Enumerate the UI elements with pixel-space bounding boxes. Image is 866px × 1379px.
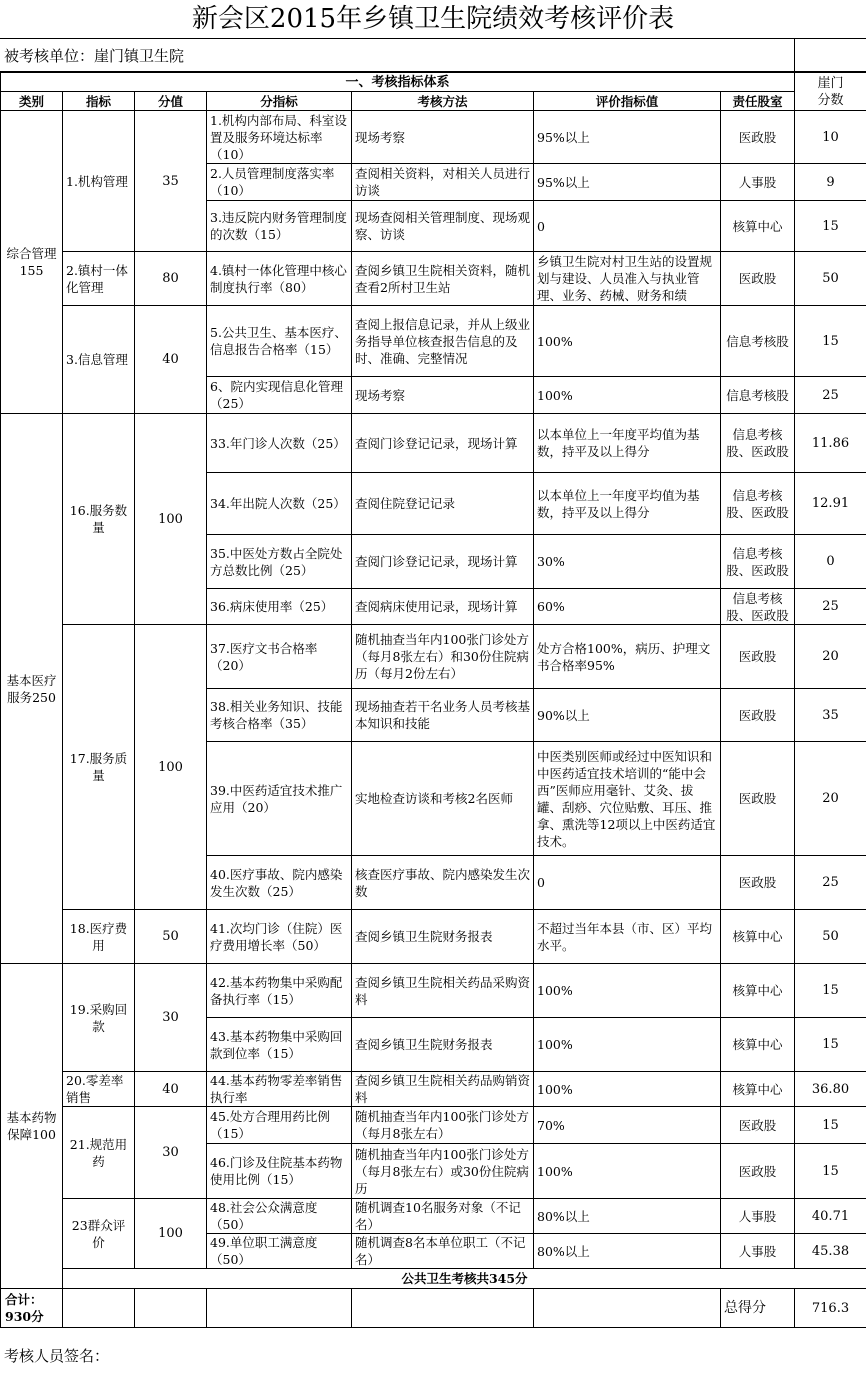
method: 现场考察 <box>352 377 534 414</box>
score: 11.86 <box>795 414 866 473</box>
indicator-cell: 17.服务质量 <box>63 625 135 910</box>
target: 70% <box>534 1107 721 1144</box>
total-label: 合计：930分 <box>1 1289 63 1328</box>
table-row <box>1 1072 866 1107</box>
score: 25 <box>795 856 866 910</box>
table-row <box>1 111 866 164</box>
sub-indicator: 41.次均门诊（住院）医疗费用增长率（50） <box>207 910 352 964</box>
score-header: 崖门 分数 <box>795 73 866 111</box>
indicator-cell: 23群众评价 <box>63 1199 135 1269</box>
score: 20 <box>795 625 866 689</box>
target: 100% <box>534 306 721 377</box>
dept: 信息考核股、医政股 <box>721 414 795 473</box>
empty-cell <box>135 1289 207 1328</box>
public-health-row <box>1 1269 866 1289</box>
target: 中医类别医师或经过中医知识和中医药适宜技术培训的“能中会西”医师应用毫针、艾灸、拔罐、刮痧、穴位贴敷、耳压、推拿、熏洗等12项以上中医药适宜技术。 <box>534 742 721 856</box>
score: 10 <box>795 111 866 164</box>
target: 80%以上 <box>534 1234 721 1269</box>
dept: 医政股 <box>721 689 795 742</box>
method: 查阅乡镇卫生院财务报表 <box>352 910 534 964</box>
assessed-unit: 被考核单位：崖门镇卫生院 <box>0 38 794 72</box>
sub-indicator: 45.处方合理用药比例（15） <box>207 1107 352 1144</box>
header-target: 评价指标值 <box>534 92 721 111</box>
target: 不超过当年本县（市、区）平均水平。 <box>534 910 721 964</box>
signature-line: 考核人员签名： <box>4 1347 110 1365</box>
total-score-label: 总得分 <box>721 1289 795 1328</box>
category-cell: 基本药物保障100 <box>1 964 63 1289</box>
sub-indicator: 1.机构内部布局、科室设置及服务环境达标率（10） <box>207 111 352 164</box>
header-category: 类别 <box>1 92 63 111</box>
table-row <box>1 964 866 1018</box>
indicator-value: 50 <box>135 910 207 964</box>
method: 查阅乡镇卫生院相关药品购销资料 <box>352 1072 534 1107</box>
table-row <box>1 252 866 306</box>
target: 100% <box>534 1072 721 1107</box>
score: 15 <box>795 201 866 252</box>
table-row <box>1 625 866 689</box>
score: 50 <box>795 910 866 964</box>
sub-indicator: 4.镇村一体化管理中核心制度执行率（80） <box>207 252 352 306</box>
dept: 医政股 <box>721 856 795 910</box>
dept: 核算中心 <box>721 1018 795 1072</box>
sub-indicator: 2.人员管理制度落实率（10） <box>207 164 352 201</box>
table-row <box>1 1199 866 1234</box>
score: 40.71 <box>795 1199 866 1234</box>
sub-indicator: 36.病床使用率（25） <box>207 589 352 625</box>
sub-indicator: 44.基本药物零差率销售执行率 <box>207 1072 352 1107</box>
score: 35 <box>795 689 866 742</box>
method: 随机抽查当年内100张门诊处方（每月8张左右）或30份住院病历 <box>352 1144 534 1199</box>
evaluation-table <box>0 72 866 1328</box>
method: 查阅乡镇卫生院相关资料，随机查看2所村卫生站 <box>352 252 534 306</box>
sub-indicator: 6、院内实现信息化管理（25） <box>207 377 352 414</box>
dept: 医政股 <box>721 111 795 164</box>
indicator-cell: 1.机构管理 <box>63 111 135 252</box>
target: 100% <box>534 1144 721 1199</box>
indicator-value: 35 <box>135 111 207 252</box>
score: 20 <box>795 742 866 856</box>
target: 95%以上 <box>534 164 721 201</box>
method: 实地检查访谈和考核2名医师 <box>352 742 534 856</box>
page-title: 新会区2015年乡镇卫生院绩效考核评价表 <box>191 4 675 34</box>
sub-indicator: 43.基本药物集中采购回款到位率（15） <box>207 1018 352 1072</box>
target: 100% <box>534 377 721 414</box>
score: 15 <box>795 964 866 1018</box>
sub-indicator: 33.年门诊人次数（25） <box>207 414 352 473</box>
score: 50 <box>795 252 866 306</box>
unit-right-cell <box>794 38 866 72</box>
target: 0 <box>534 856 721 910</box>
indicator-cell: 18.医疗费用 <box>63 910 135 964</box>
indicator-cell: 20.零差率销售 <box>63 1072 135 1107</box>
sub-indicator: 35.中医处方数占全院处方总数比例（25） <box>207 535 352 589</box>
target: 30% <box>534 535 721 589</box>
score: 9 <box>795 164 866 201</box>
dept: 人事股 <box>721 1199 795 1234</box>
empty-cell <box>207 1289 352 1328</box>
method: 查阅乡镇卫生院财务报表 <box>352 1018 534 1072</box>
header-sub-indicator: 分指标 <box>207 92 352 111</box>
sub-indicator: 46.门诊及住院基本药物使用比例（15） <box>207 1144 352 1199</box>
method: 查阅相关资料，对相关人员进行访谈 <box>352 164 534 201</box>
total-score: 716.3 <box>795 1289 866 1328</box>
header-method: 考核方法 <box>352 92 534 111</box>
total-row <box>1 1289 866 1328</box>
target: 乡镇卫生院对村卫生站的设置规划与建设、人员准入与执业管理、业务、药械、财务和绩 <box>534 252 721 306</box>
method: 查阅门诊登记记录，现场计算 <box>352 414 534 473</box>
table-row <box>1 1107 866 1144</box>
category-cell: 基本医疗服务250 <box>1 414 63 964</box>
empty-cell <box>63 1289 135 1328</box>
dept: 信息考核股、医政股 <box>721 473 795 535</box>
empty-cell <box>352 1289 534 1328</box>
target: 90%以上 <box>534 689 721 742</box>
score: 36.80 <box>795 1072 866 1107</box>
target: 80%以上 <box>534 1199 721 1234</box>
target: 100% <box>534 1018 721 1072</box>
sub-indicator: 5.公共卫生、基本医疗、信息报告合格率（15） <box>207 306 352 377</box>
indicator-value: 30 <box>135 964 207 1072</box>
sub-indicator: 34.年出院人次数（25） <box>207 473 352 535</box>
sub-indicator: 48.社会公众满意度（50） <box>207 1199 352 1234</box>
dept: 核算中心 <box>721 964 795 1018</box>
target: 以本单位上一年度平均值为基数，持平及以上得分 <box>534 414 721 473</box>
indicator-value: 40 <box>135 306 207 414</box>
method: 随机调查10名服务对象（不记名） <box>352 1199 534 1234</box>
indicator-cell: 19.采购回款 <box>63 964 135 1072</box>
table-row <box>1 414 866 473</box>
dept: 人事股 <box>721 164 795 201</box>
indicator-value: 80 <box>135 252 207 306</box>
score: 25 <box>795 377 866 414</box>
indicator-value: 100 <box>135 414 207 625</box>
header-dept: 责任股室 <box>721 92 795 111</box>
method: 现场考察 <box>352 111 534 164</box>
indicator-value: 40 <box>135 1072 207 1107</box>
public-health-label: 公共卫生考核共345分 <box>63 1269 866 1289</box>
score: 15 <box>795 306 866 377</box>
dept: 医政股 <box>721 1144 795 1199</box>
target: 60% <box>534 589 721 625</box>
sub-indicator: 38.相关业务知识、技能考核合格率（35） <box>207 689 352 742</box>
method: 随机调查8名本单位职工（不记名） <box>352 1234 534 1269</box>
header-indicator: 指标 <box>63 92 135 111</box>
sub-indicator: 39.中医药适宜技术推广应用（20） <box>207 742 352 856</box>
dept: 医政股 <box>721 625 795 689</box>
target: 100% <box>534 964 721 1018</box>
method: 查阅门诊登记记录，现场计算 <box>352 535 534 589</box>
target: 以本单位上一年度平均值为基数，持平及以上得分 <box>534 473 721 535</box>
score: 0 <box>795 535 866 589</box>
section-title: 一、考核指标体系 <box>1 73 795 92</box>
score: 12.91 <box>795 473 866 535</box>
dept: 医政股 <box>721 742 795 856</box>
dept: 医政股 <box>721 1107 795 1144</box>
empty-cell <box>534 1289 721 1328</box>
method: 现场抽查若干名业务人员考核基本知识和技能 <box>352 689 534 742</box>
method: 现场查阅相关管理制度、现场观察、访谈 <box>352 201 534 252</box>
score: 15 <box>795 1144 866 1199</box>
target: 0 <box>534 201 721 252</box>
method: 查阅乡镇卫生院相关药品采购资料 <box>352 964 534 1018</box>
indicator-cell: 2.镇村一体化管理 <box>63 252 135 306</box>
target: 处方合格100%，病历、护理文书合格率95% <box>534 625 721 689</box>
category-cell: 综合管理155 <box>1 111 63 414</box>
dept: 核算中心 <box>721 910 795 964</box>
method: 核查医疗事故、院内感染发生次数 <box>352 856 534 910</box>
dept: 信息考核股 <box>721 377 795 414</box>
indicator-value: 100 <box>135 1199 207 1269</box>
sub-indicator: 37.医疗文书合格率（20） <box>207 625 352 689</box>
method: 随机抽查当年内100张门诊处方（每月8张左右） <box>352 1107 534 1144</box>
sub-indicator: 49.单位职工满意度（50） <box>207 1234 352 1269</box>
method: 随机抽查当年内100张门诊处方（每月8张左右）和30份住院病历（每月2份左右） <box>352 625 534 689</box>
indicator-cell: 16.服务数量 <box>63 414 135 625</box>
score: 25 <box>795 589 866 625</box>
target: 95%以上 <box>534 111 721 164</box>
method: 查阅住院登记记录 <box>352 473 534 535</box>
sub-indicator: 3.违反院内财务管理制度的次数（15） <box>207 201 352 252</box>
indicator-cell: 21.规范用药 <box>63 1107 135 1199</box>
method: 查阅病床使用记录，现场计算 <box>352 589 534 625</box>
indicator-value: 100 <box>135 625 207 910</box>
dept: 信息考核股、医政股 <box>721 589 795 625</box>
score: 45.38 <box>795 1234 866 1269</box>
dept: 核算中心 <box>721 201 795 252</box>
method: 查阅上报信息记录，并从上级业务指导单位核查报告信息的及时、准确、完整情况 <box>352 306 534 377</box>
header-value: 分值 <box>135 92 207 111</box>
score: 15 <box>795 1018 866 1072</box>
indicator-cell: 3.信息管理 <box>63 306 135 414</box>
sub-indicator: 40.医疗事故、院内感染发生次数（25） <box>207 856 352 910</box>
dept: 信息考核股 <box>721 306 795 377</box>
table-row <box>1 910 866 964</box>
dept: 医政股 <box>721 252 795 306</box>
sub-indicator: 42.基本药物集中采购配备执行率（15） <box>207 964 352 1018</box>
indicator-value: 30 <box>135 1107 207 1199</box>
dept: 信息考核股、医政股 <box>721 535 795 589</box>
dept: 核算中心 <box>721 1072 795 1107</box>
table-row <box>1 306 866 377</box>
dept: 人事股 <box>721 1234 795 1269</box>
score: 15 <box>795 1107 866 1144</box>
